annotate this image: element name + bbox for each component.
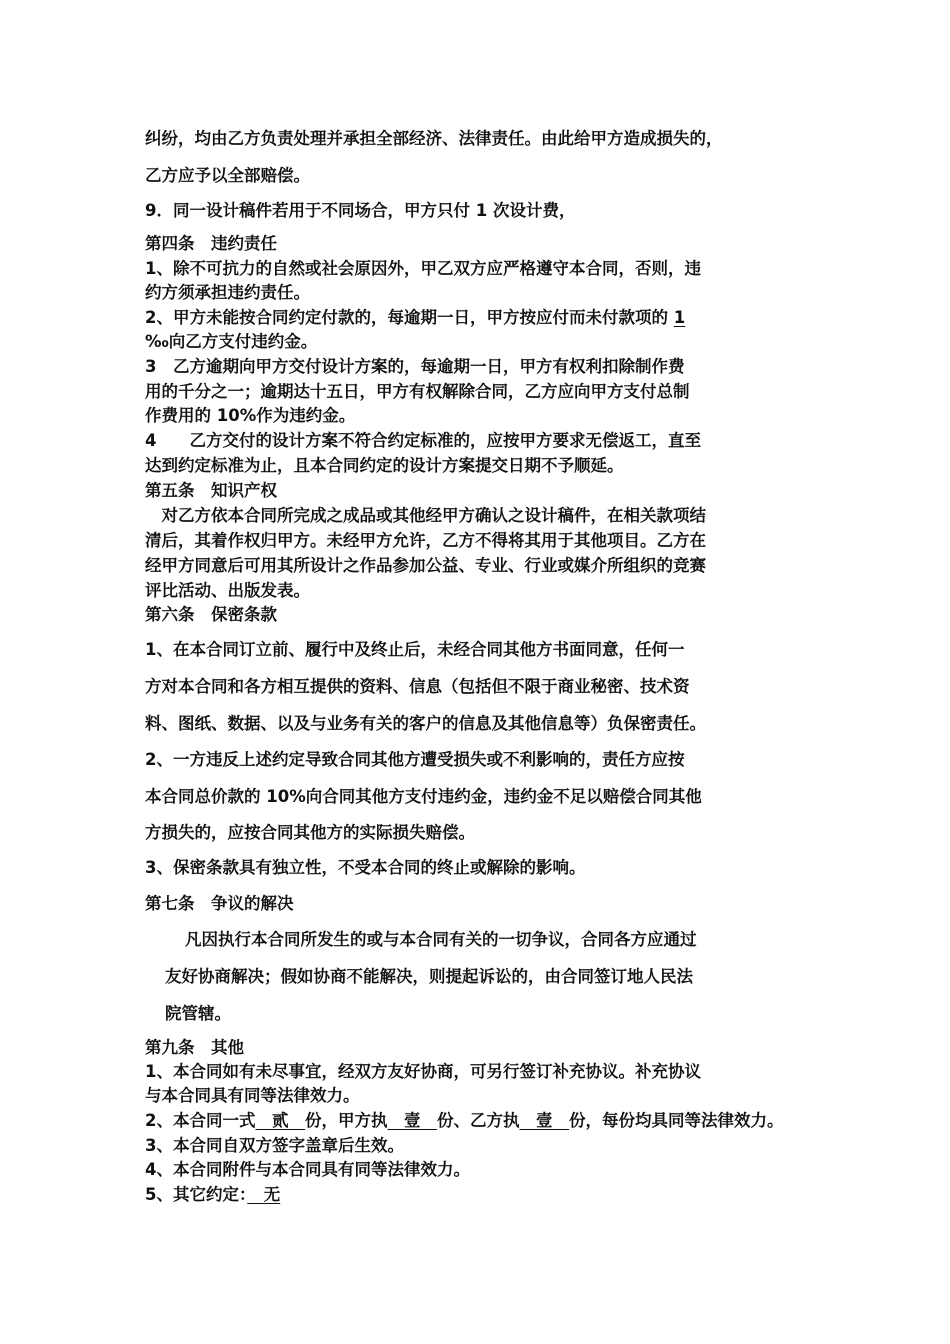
party-a-copies-value: 壹: [387, 1111, 437, 1130]
clause-text: 份，甲方执: [304, 1111, 388, 1130]
clause-item-9: 9．同一设计稿件若用于不同场合，甲方只付 1 次设计费，: [145, 201, 576, 220]
article-5-paragraph: 经甲方同意后可用其所设计之作品参加公益、专业、行业或媒介所组织的竞赛: [145, 556, 706, 575]
article-5-paragraph: 对乙方依本合同所完成之成品或其他经甲方确认之设计稿件，在相关款项结: [145, 506, 706, 525]
clause-text: 2、甲方未能按合同约定付款的，每逾期一日，甲方按应付而未付款项的: [145, 308, 674, 327]
clause-text: 份，每份均具同等法律效力。: [568, 1111, 784, 1130]
article-6-clause-2: 2、一方违反上述约定导致合同其他方遭受损失或不利影响的，责任方应按: [145, 750, 685, 769]
clause-text: 5、其它约定：: [145, 1185, 248, 1204]
clause-continuation-line: 乙方应予以全部赔偿。: [145, 166, 310, 185]
article-4-clause-2: [145, 307, 685, 329]
article-6-clause-1: 料、图纸、数据、以及与业务有关的客户的信息及其他信息等）负保密责任。: [145, 714, 706, 733]
article-4-clause-4: 达到约定标准为止，且本合同约定的设计方案提交日期不予顺延。: [145, 456, 624, 475]
article-9-heading: 第九条 其他: [145, 1038, 244, 1057]
penalty-rate-value: 1: [673, 308, 686, 327]
article-9-item-3: 3、本合同自双方签字盖章后生效。: [145, 1136, 404, 1155]
article-9-item-2: [145, 1110, 783, 1132]
article-6-clause-2: 方损失的，应按合同其他方的实际损失赔偿。: [145, 823, 475, 842]
article-4-clause-3: 作费用的 10%作为违约金。: [145, 406, 356, 425]
article-7-paragraph: 友好协商解决；假如协商不能解决，则提起诉讼的，由合同签订地人民法: [165, 967, 693, 986]
article-6-clause-2: 本合同总价款的 10%向合同其他方支付违约金，违约金不足以赔偿合同其他: [145, 787, 702, 806]
article-6-heading: 第六条 保密条款: [145, 605, 277, 624]
article-4-heading: 第四条 违约责任: [145, 234, 277, 253]
article-9-item-1: 与本合同具有同等法律效力。: [145, 1086, 360, 1105]
total-copies-value: 贰: [255, 1111, 305, 1130]
article-6-clause-1: 方对本合同和各方相互提供的资料、信息（包括但不限于商业秘密、技术资: [145, 677, 690, 696]
article-7-paragraph: 院管辖。: [165, 1004, 231, 1023]
article-7-paragraph: 凡因执行本合同所发生的或与本合同有关的一切争议，合同各方应通过: [185, 930, 697, 949]
clause-text: 份、乙方执: [436, 1111, 520, 1130]
article-6-clause-3: 3、保密条款具有独立性，不受本合同的终止或解除的影响。: [145, 858, 586, 877]
clause-text: 2、本合同一式: [145, 1111, 256, 1130]
article-6-clause-1: 1、在本合同订立前、履行中及终止后，未经合同其他方书面同意，任何一: [145, 640, 685, 659]
article-4-clause-2: ‰向乙方支付违约金。: [145, 332, 318, 351]
article-4-clause-3: 3 乙方逾期向甲方交付设计方案的，每逾期一日，甲方有权利扣除制作费: [145, 357, 685, 376]
article-9-item-4: 4、本合同附件与本合同具有同等法律效力。: [145, 1160, 470, 1179]
article-4-clause-1: 1、除不可抗力的自然或社会原因外，甲乙双方应严格遵守本合同，否则，违: [145, 259, 701, 278]
clause-continuation-line: 纠纷，均由乙方负责处理并承担全部经济、法律责任。由此给甲方造成损失的，: [145, 129, 723, 148]
other-terms-value: 无: [247, 1185, 281, 1204]
article-9-item-5: [145, 1184, 280, 1206]
party-b-copies-value: 壹: [519, 1111, 569, 1130]
article-5-heading: 第五条 知识产权: [145, 481, 277, 500]
article-4-clause-4: 4 乙方交付的设计方案不符合约定标准的，应按甲方要求无偿返工，直至: [145, 431, 701, 450]
article-7-heading: 第七条 争议的解决: [145, 894, 294, 913]
article-4-clause-3: 用的千分之一；逾期达十五日，甲方有权解除合同，乙方应向甲方支付总制: [145, 382, 690, 401]
article-5-paragraph: 评比活动、出版发表。: [145, 581, 310, 600]
article-9-item-1: 1、本合同如有未尽事宜，经双方友好协商，可另行签订补充协议。补充协议: [145, 1062, 701, 1081]
article-4-clause-1: 约方须承担违约责任。: [145, 283, 310, 302]
article-5-paragraph: 清后，其着作权归甲方。未经甲方允许，乙方不得将其用于其他项目。乙方在: [145, 531, 706, 550]
